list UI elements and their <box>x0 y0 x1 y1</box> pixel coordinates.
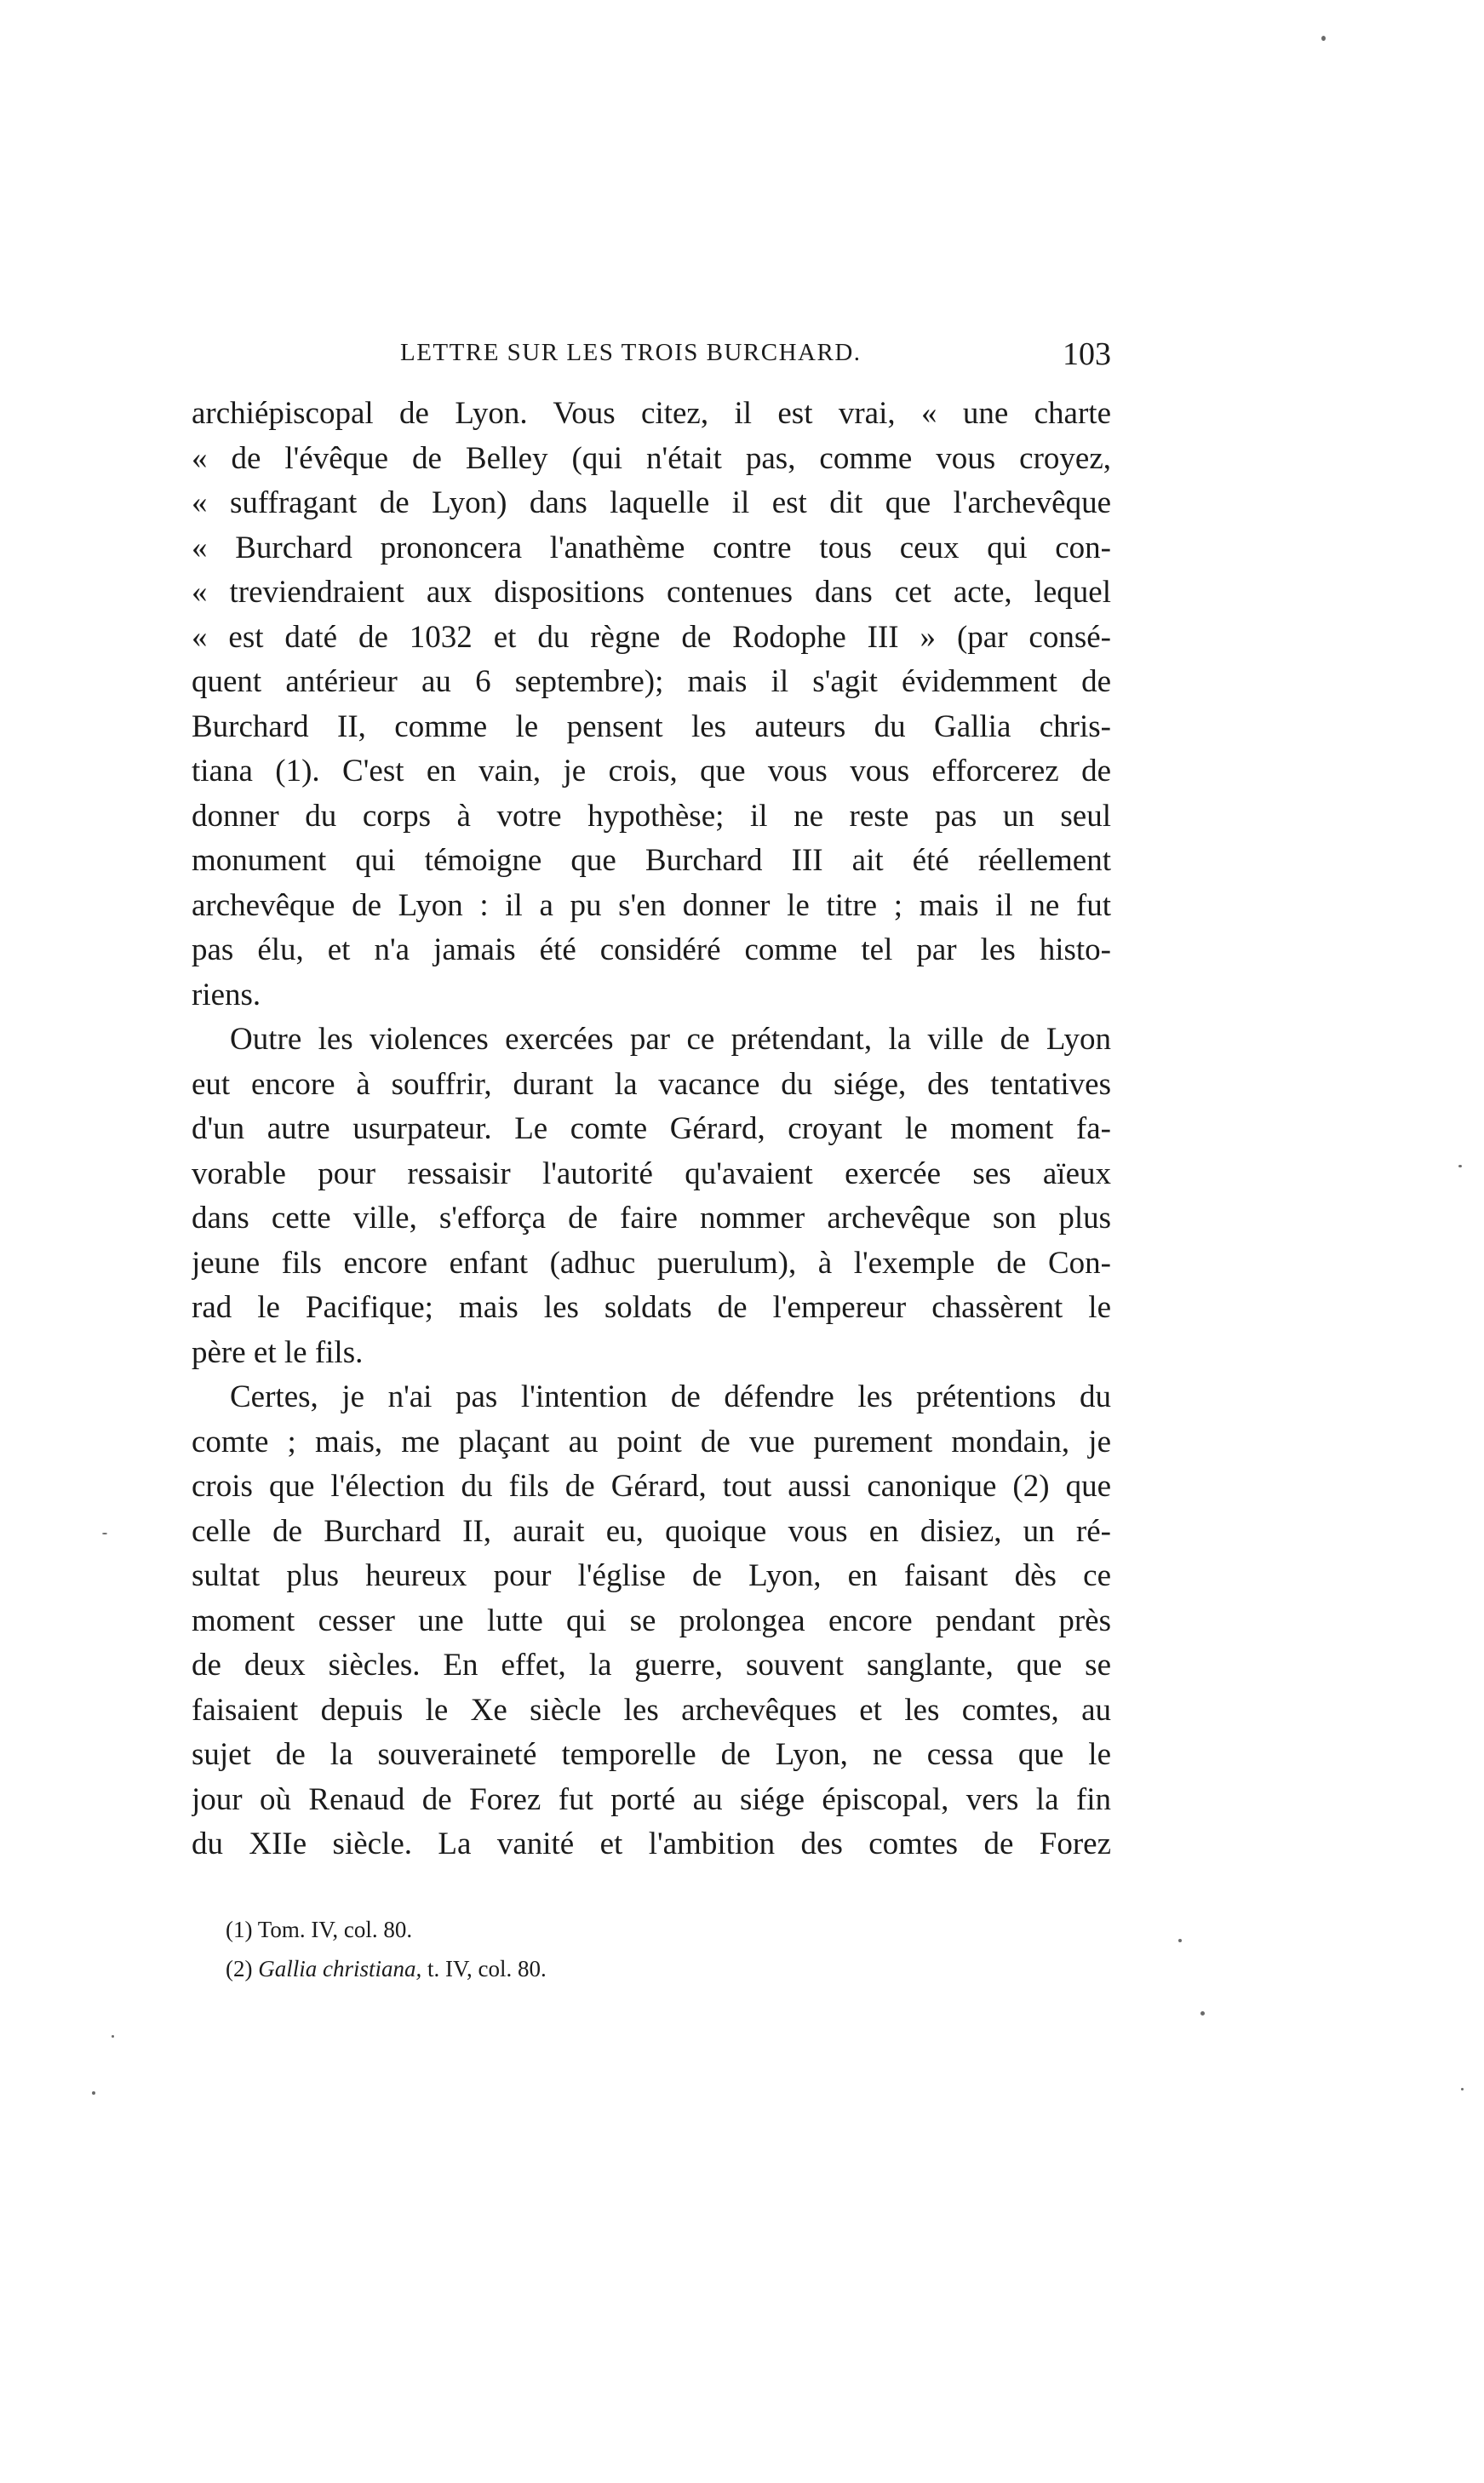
footnote-2-title: Gallia christiana, <box>258 1956 422 1981</box>
text-line: d'un autre usurpateur. Le comte Gérard, croyant le moment fa- <box>192 1111 1111 1146</box>
footnote-2 <box>226 1949 992 1988</box>
text-line: sujet de la souveraineté temporelle de Lyon, ne cessa que le <box>192 1737 1111 1772</box>
text-line: « suffragant de Lyon) dans laquelle il est dit que l'archevêque <box>192 485 1111 520</box>
scan-speck <box>1461 2088 1464 2090</box>
text-line: moment cesser une lutte qui se prolongea encore pendant près <box>192 1603 1111 1638</box>
text-line: pas élu, et n'a jamais été considéré comme tel par les histo- <box>192 932 1111 967</box>
footnote-2-label: (2) <box>226 1956 253 1981</box>
text-line: jeune fils encore enfant (adhuc puerulum), à l'exemple de Con- <box>192 1245 1111 1281</box>
text-line: « est daté de 1032 et du règne de Rodophe III » (par consé- <box>192 619 1111 655</box>
text-line: tiana (1). C'est en vain, je crois, que vous vous efforcerez de <box>192 754 1111 788</box>
text-line: Burchard II, comme le pensent les auteurs du Gallia chris- <box>192 708 1111 744</box>
text-line: donner du corps à votre hypothèse; il ne reste pas un seul <box>192 798 1111 834</box>
page-header <box>192 336 1111 381</box>
scan-speck <box>1321 36 1326 41</box>
scan-speck <box>1178 1939 1182 1942</box>
text-line: archevêque de Lyon : il a pu s'en donner le titre ; mais il ne fut <box>192 887 1111 923</box>
scan-speck <box>1200 2011 1205 2016</box>
paragraph-start-line: Outre les violences exercées par ce prétendant, la ville de Lyon <box>230 1022 1111 1057</box>
text-line: faisaient depuis le Xe siècle les archevêques et les comtes, au <box>192 1692 1111 1728</box>
text-line: quent antérieur au 6 septembre); mais il s'agit évidemment de <box>192 664 1111 699</box>
page-number: 103 <box>1063 336 1111 372</box>
text-line: père et le fils. <box>192 1334 364 1370</box>
scan-speck <box>92 2091 95 2095</box>
text-line: comte ; mais, me plaçant au point de vue purement mondain, je <box>192 1424 1111 1459</box>
text-line: « treviendraient aux dispositions contenues dans cet acte, lequel <box>192 575 1111 610</box>
text-line: celle de Burchard II, aurait eu, quoique vous en disiez, un ré- <box>192 1513 1111 1549</box>
text-line: « Burchard prononcera l'anathème contre tous ceux qui con- <box>192 530 1111 565</box>
footnote-2-rest: t. IV, col. 80. <box>427 1956 547 1981</box>
text-line: dans cette ville, s'efforça de faire nommer archevêque son plus <box>192 1201 1111 1236</box>
text-line: eut encore à souffrir, durant la vacance du siége, des tentatives <box>192 1066 1111 1102</box>
text-line: riens. <box>192 977 261 1012</box>
running-title: LETTRE SUR LES TROIS BURCHARD. <box>400 339 862 366</box>
scan-speck <box>102 1533 107 1534</box>
body-text <box>192 392 1111 1867</box>
footnote-1: (1) Tom. IV, col. 80. <box>226 1917 413 1942</box>
text-line: du XIIe siècle. La vanité et l'ambition des comtes de Forez <box>192 1826 1111 1861</box>
scan-speck <box>112 2035 114 2038</box>
text-line: crois que l'élection du fils de Gérard, tout aussi canonique (2) que <box>192 1469 1111 1504</box>
text-line: rad le Pacifique; mais les soldats de l'empereur chassèrent le <box>192 1290 1111 1325</box>
footnotes <box>226 1910 992 1988</box>
text-line: « de l'évêque de Belley (qui n'était pas, comme vous croyez, <box>192 440 1111 476</box>
scan-speck <box>1458 1165 1462 1167</box>
text-line: jour où Renaud de Forez fut porté au siége épiscopal, vers la fin <box>192 1781 1111 1817</box>
text-line: de deux siècles. En effet, la guerre, souvent sanglante, que se <box>192 1648 1111 1683</box>
text-line: monument qui témoigne que Burchard III ait été réellement <box>192 843 1111 878</box>
text-line: vorable pour ressaisir l'autorité qu'avaient exercée ses aïeux <box>192 1155 1111 1191</box>
text-line: archiépiscopal de Lyon. Vous citez, il est vrai, « une charte <box>192 396 1111 431</box>
text-line: sultat plus heureux pour l'église de Lyon, en faisant dès ce <box>192 1558 1111 1593</box>
paragraph-start-line: Certes, je n'ai pas l'intention de défendre les prétentions du <box>230 1379 1111 1414</box>
